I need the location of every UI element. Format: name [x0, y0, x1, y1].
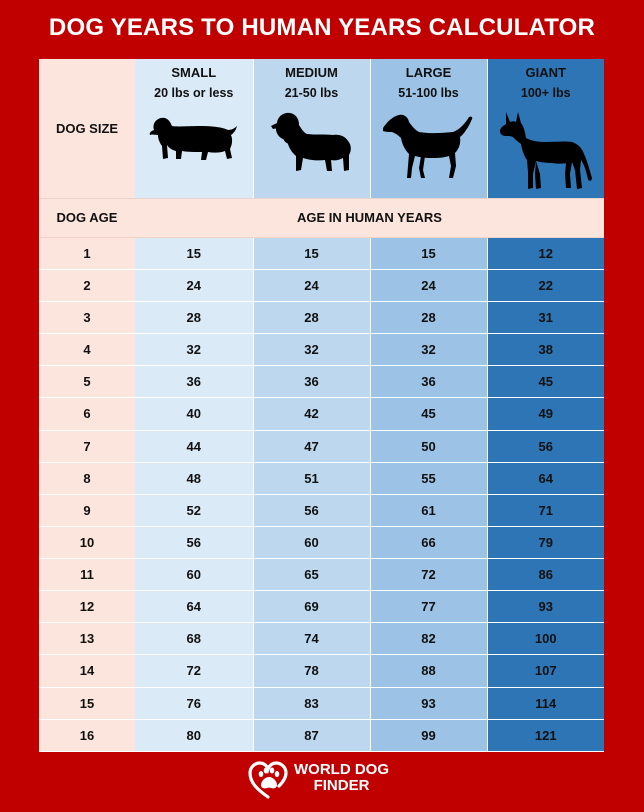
medium-human-years-cell: 74	[253, 623, 370, 655]
giant-human-years-cell: 22	[487, 269, 604, 301]
small-human-years-cell: 52	[135, 494, 253, 526]
dog-age-cell: 12	[39, 591, 135, 623]
medium-human-years-cell: 65	[253, 559, 370, 591]
medium-human-years-cell: 42	[253, 398, 370, 430]
giant-human-years-cell: 100	[487, 623, 604, 655]
page-title: DOG YEARS TO HUMAN YEARS CALCULATOR	[48, 14, 596, 41]
logo-text	[294, 762, 389, 794]
logo-line-2: FINDER	[313, 777, 370, 794]
size-name-small: SMALL	[171, 65, 217, 80]
giant-human-years-cell: 79	[487, 526, 604, 558]
large-human-years-cell: 99	[370, 719, 487, 751]
large-human-years-cell: 32	[370, 334, 487, 366]
size-column-giant	[487, 59, 604, 198]
large-human-years-cell: 93	[370, 687, 487, 719]
size-column-large	[370, 59, 487, 198]
dog-age-cell: 3	[39, 302, 135, 334]
size-range-small: 20 lbs or less	[154, 86, 234, 100]
dog-years-table-container	[39, 59, 604, 752]
table-row	[39, 655, 604, 687]
large-human-years-cell: 28	[370, 302, 487, 334]
size-column-small	[135, 59, 253, 198]
dachshund-silhouette-icon	[148, 108, 240, 164]
medium-human-years-cell: 47	[253, 430, 370, 462]
dog-age-cell: 1	[39, 237, 135, 269]
table-row	[39, 430, 604, 462]
size-column-medium	[253, 59, 370, 198]
table-row	[39, 462, 604, 494]
large-human-years-cell: 77	[370, 591, 487, 623]
medium-human-years-cell: 83	[253, 687, 370, 719]
small-human-years-cell: 40	[135, 398, 253, 430]
small-human-years-cell: 48	[135, 462, 253, 494]
giant-human-years-cell: 38	[487, 334, 604, 366]
small-human-years-cell: 15	[135, 237, 253, 269]
giant-human-years-cell: 45	[487, 366, 604, 398]
giant-human-years-cell: 31	[487, 302, 604, 334]
giant-human-years-cell: 12	[487, 237, 604, 269]
table-row	[39, 334, 604, 366]
large-human-years-cell: 55	[370, 462, 487, 494]
small-human-years-cell: 72	[135, 655, 253, 687]
giant-human-years-cell: 56	[487, 430, 604, 462]
medium-human-years-cell: 32	[253, 334, 370, 366]
pointer-silhouette-icon	[381, 108, 477, 182]
small-human-years-cell: 64	[135, 591, 253, 623]
dog-age-cell: 2	[39, 269, 135, 301]
heart-paw-icon	[246, 758, 290, 802]
large-human-years-cell: 36	[370, 366, 487, 398]
size-range-giant: 100+ lbs	[520, 86, 571, 100]
size-range-large: 51-100 lbs	[398, 86, 459, 100]
small-human-years-cell: 76	[135, 687, 253, 719]
large-human-years-cell: 88	[370, 655, 487, 687]
small-human-years-cell: 68	[135, 623, 253, 655]
table-row	[39, 719, 604, 751]
giant-human-years-cell: 121	[487, 719, 604, 751]
giant-human-years-cell: 107	[487, 655, 604, 687]
logo-line-1: WORLD DOG	[294, 761, 389, 778]
medium-human-years-cell: 69	[253, 591, 370, 623]
large-human-years-cell: 45	[370, 398, 487, 430]
giant-human-years-cell: 114	[487, 687, 604, 719]
table-row	[39, 687, 604, 719]
dog-age-cell: 16	[39, 719, 135, 751]
dog-age-cell: 15	[39, 687, 135, 719]
age-in-human-years-label: AGE IN HUMAN YEARS	[135, 198, 604, 237]
dog-age-cell: 11	[39, 559, 135, 591]
world-dog-finder-logo	[246, 758, 416, 802]
dog-size-label: DOG SIZE	[39, 59, 135, 198]
small-human-years-cell: 56	[135, 526, 253, 558]
size-range-medium: 21-50 lbs	[284, 86, 339, 100]
large-human-years-cell: 82	[370, 623, 487, 655]
giant-human-years-cell: 71	[487, 494, 604, 526]
medium-human-years-cell: 28	[253, 302, 370, 334]
size-name-large: LARGE	[405, 65, 452, 80]
dog-age-cell: 10	[39, 526, 135, 558]
table-row	[39, 494, 604, 526]
dog-age-cell: 5	[39, 366, 135, 398]
size-name-giant: GIANT	[525, 65, 566, 80]
medium-human-years-cell: 60	[253, 526, 370, 558]
table-row	[39, 302, 604, 334]
dog-age-cell: 14	[39, 655, 135, 687]
table-row	[39, 366, 604, 398]
small-human-years-cell: 32	[135, 334, 253, 366]
large-human-years-cell: 61	[370, 494, 487, 526]
dog-age-cell: 4	[39, 334, 135, 366]
table-row	[39, 623, 604, 655]
age-header-row	[39, 198, 604, 237]
table-row	[39, 398, 604, 430]
medium-human-years-cell: 78	[253, 655, 370, 687]
dog-age-cell: 7	[39, 430, 135, 462]
giant-human-years-cell: 64	[487, 462, 604, 494]
size-name-medium: MEDIUM	[285, 65, 338, 80]
small-human-years-cell: 44	[135, 430, 253, 462]
table-row	[39, 591, 604, 623]
small-human-years-cell: 24	[135, 269, 253, 301]
giant-human-years-cell: 93	[487, 591, 604, 623]
small-human-years-cell: 60	[135, 559, 253, 591]
table-row	[39, 559, 604, 591]
medium-human-years-cell: 87	[253, 719, 370, 751]
size-header-row	[39, 59, 604, 198]
medium-human-years-cell: 36	[253, 366, 370, 398]
dog-age-cell: 8	[39, 462, 135, 494]
great-dane-silhouette-icon	[496, 108, 596, 192]
dog-years-table	[39, 59, 604, 752]
dog-age-label: DOG AGE	[39, 198, 135, 237]
medium-human-years-cell: 24	[253, 269, 370, 301]
large-human-years-cell: 50	[370, 430, 487, 462]
medium-human-years-cell: 51	[253, 462, 370, 494]
medium-human-years-cell: 15	[253, 237, 370, 269]
table-row	[39, 237, 604, 269]
table-row	[39, 269, 604, 301]
dog-age-cell: 9	[39, 494, 135, 526]
large-human-years-cell: 66	[370, 526, 487, 558]
dog-age-cell: 13	[39, 623, 135, 655]
giant-human-years-cell: 49	[487, 398, 604, 430]
large-human-years-cell: 15	[370, 237, 487, 269]
table-row	[39, 526, 604, 558]
small-human-years-cell: 36	[135, 366, 253, 398]
spaniel-silhouette-icon	[269, 108, 355, 174]
medium-human-years-cell: 56	[253, 494, 370, 526]
large-human-years-cell: 24	[370, 269, 487, 301]
dog-age-cell: 6	[39, 398, 135, 430]
large-human-years-cell: 72	[370, 559, 487, 591]
giant-human-years-cell: 86	[487, 559, 604, 591]
small-human-years-cell: 80	[135, 719, 253, 751]
small-human-years-cell: 28	[135, 302, 253, 334]
